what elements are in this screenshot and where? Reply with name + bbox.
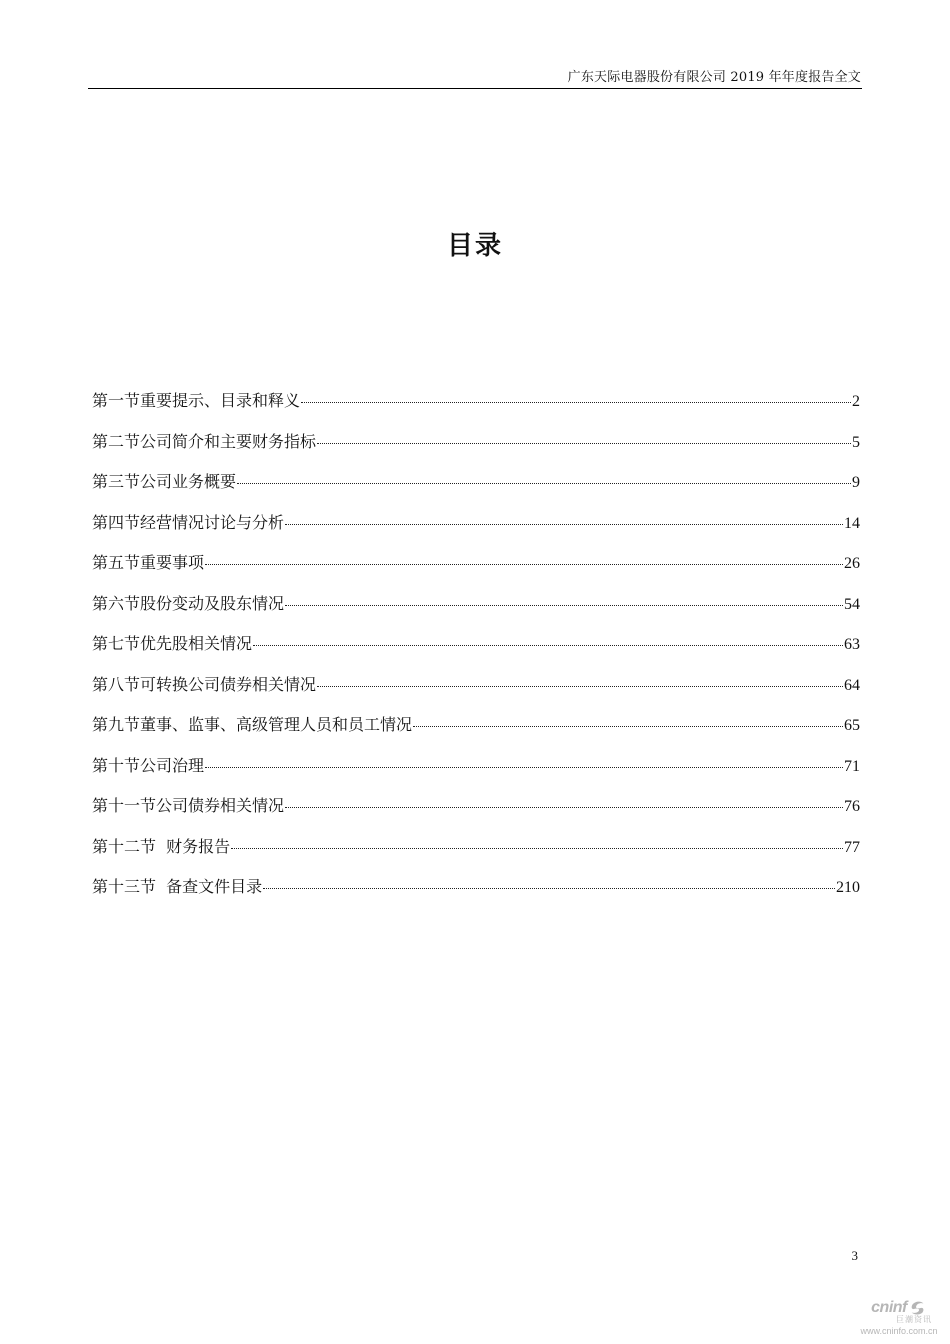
toc-entry[interactable]	[92, 429, 860, 470]
header-divider	[88, 88, 862, 89]
toc-entry-label: 第八节可转换公司债券相关情况	[92, 674, 317, 694]
dot-leader	[285, 807, 843, 808]
dot-leader	[263, 888, 835, 889]
toc-entry-page: 65	[844, 717, 860, 734]
dot-leader	[301, 402, 851, 403]
toc-entry-page: 64	[844, 676, 860, 694]
dot-leader	[317, 443, 851, 444]
toc-entry-page: 2	[852, 393, 860, 410]
watermark-url: www.cninfo.com.cn	[860, 1326, 938, 1336]
toc-entry-label: 第三节公司业务概要	[92, 472, 237, 491]
toc-entry-label: 第七节优先股相关情况	[92, 634, 253, 653]
watermark-subtitle: 巨潮资讯	[896, 1315, 932, 1324]
dot-leader	[205, 564, 843, 565]
toc-entry[interactable]	[92, 469, 860, 510]
toc-entry[interactable]	[92, 753, 860, 794]
toc-entry[interactable]	[92, 388, 860, 429]
toc-entry[interactable]	[92, 874, 860, 915]
toc-entry-label: 第十节公司治理	[92, 755, 205, 775]
toc-entry-label: 第二节公司简介和主要财务指标	[92, 431, 317, 451]
toc-entry-label: 第九节董事、监事、高级管理人员和员工情况	[92, 715, 413, 734]
dot-leader	[317, 686, 843, 687]
toc-title: 目录	[446, 231, 503, 261]
toc-entry[interactable]	[92, 631, 860, 672]
toc-entry[interactable]	[92, 712, 860, 753]
table-of-contents	[92, 388, 860, 915]
toc-entry-page: 5	[852, 433, 860, 451]
toc-entry-label: 第十三节 备查文件目录	[92, 877, 263, 896]
toc-entry-label: 第十一节公司债券相关情况	[92, 796, 285, 815]
toc-entry-page: 63	[844, 636, 860, 653]
toc-entry[interactable]	[92, 510, 860, 551]
toc-entry-page: 26	[844, 555, 860, 572]
toc-entry-label: 第五节重要事项	[92, 553, 205, 572]
dot-leader	[285, 605, 843, 606]
toc-entry-label: 第四节经营情况讨论与分析	[92, 512, 285, 532]
toc-entry[interactable]	[92, 834, 860, 875]
dot-leader	[413, 726, 843, 727]
dot-leader	[231, 848, 843, 849]
toc-entry-label: 第十二节 财务报告	[92, 836, 231, 856]
dot-leader	[237, 483, 851, 484]
toc-entry[interactable]	[92, 672, 860, 713]
toc-entry-page: 14	[844, 514, 860, 532]
cninfo-watermark	[854, 1299, 944, 1336]
page-number: 3	[851, 1248, 858, 1263]
report-header-title: 广东天际电器股份有限公司 2019 年年度报告全文	[567, 70, 861, 85]
toc-entry[interactable]	[92, 793, 860, 834]
toc-entry-page: 9	[852, 474, 860, 491]
toc-entry-page: 210	[836, 879, 860, 896]
dot-leader	[285, 524, 843, 525]
dot-leader	[253, 645, 843, 646]
toc-entry-label: 第一节重要提示、目录和释义	[92, 391, 301, 410]
toc-entry-page: 71	[844, 757, 860, 775]
toc-entry-page: 76	[844, 798, 860, 815]
toc-entry-page: 54	[844, 595, 860, 613]
toc-entry[interactable]	[92, 550, 860, 591]
dot-leader	[205, 767, 843, 768]
watermark-brand: cninf	[871, 1299, 907, 1316]
toc-entry-page: 77	[844, 838, 860, 856]
toc-entry[interactable]	[92, 591, 860, 632]
toc-entry-label: 第六节股份变动及股东情况	[92, 593, 285, 613]
